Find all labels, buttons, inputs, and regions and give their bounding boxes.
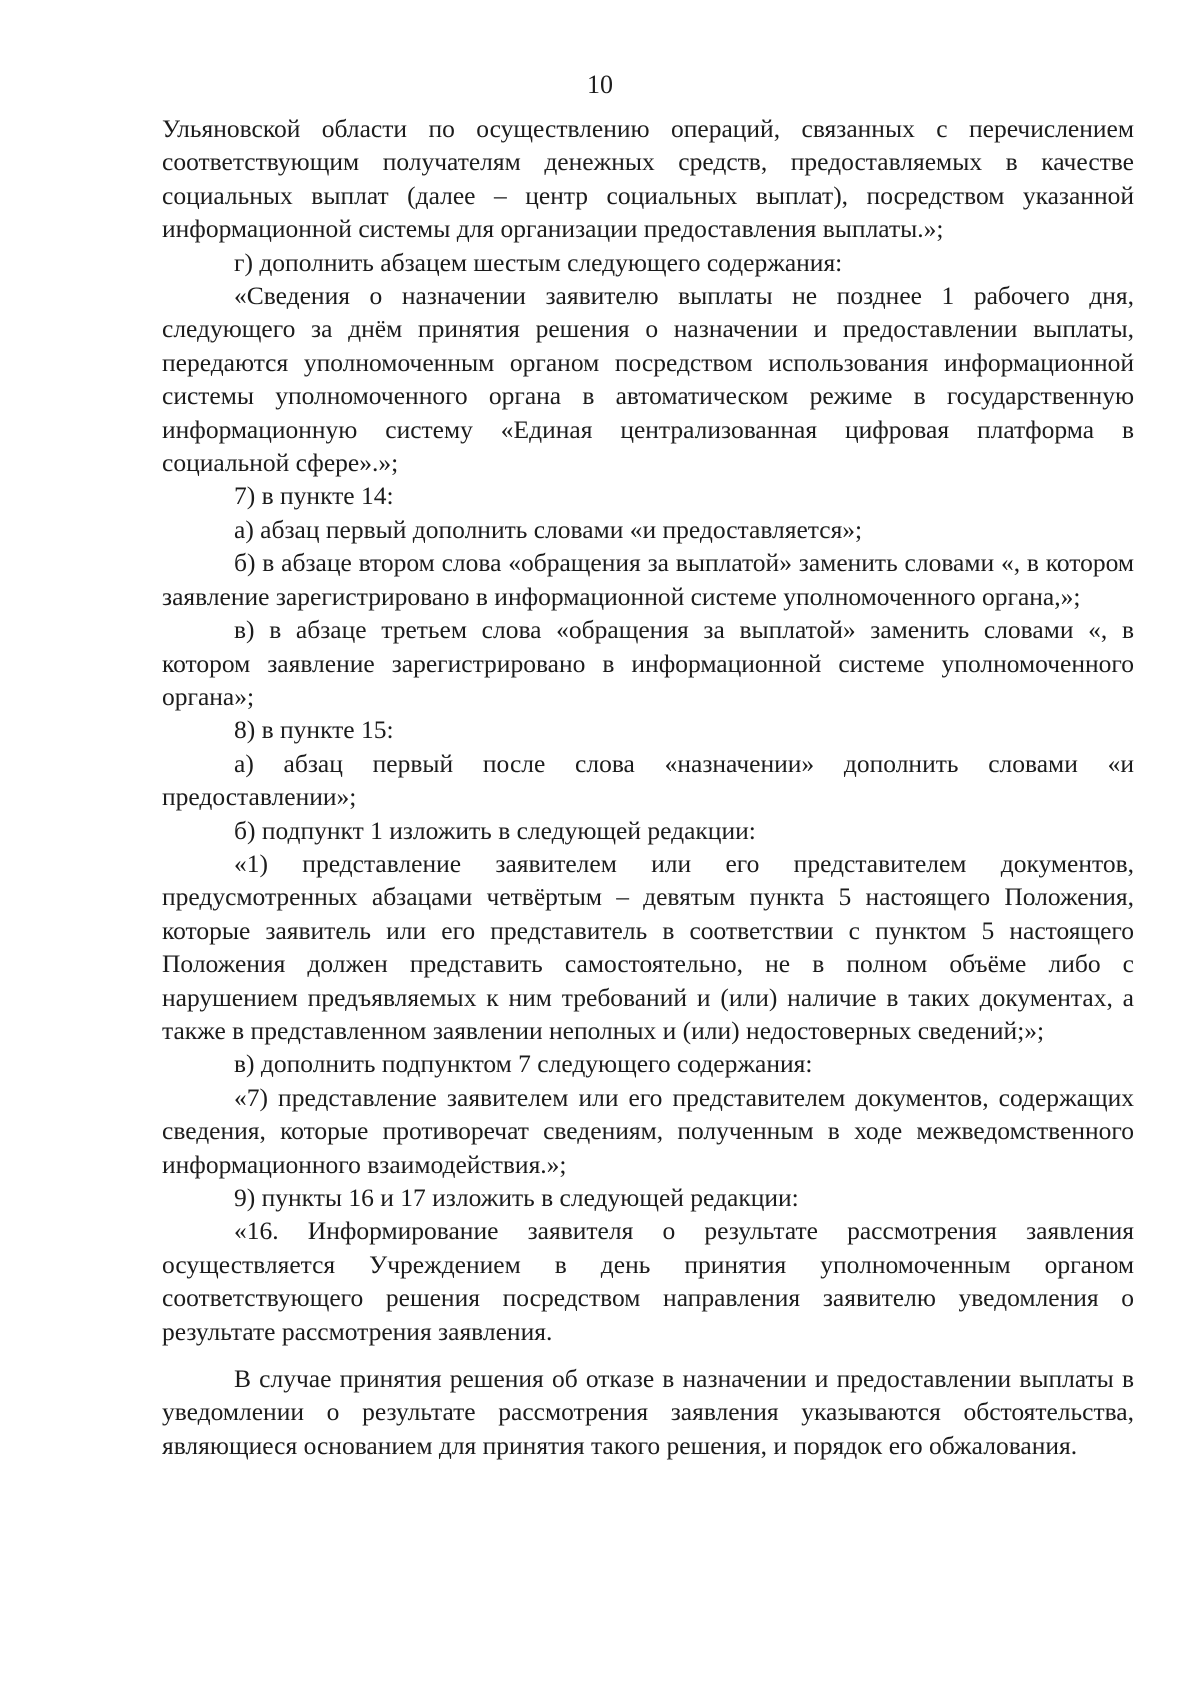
paragraph: «1) представление заявителем или его представителем документов, предусмотренных абзацами четвёртым – девятым пункта 5 настоящего Положения, которые заявитель или его представитель в соответствии с пунктом 5 настоящего Положения должен представить самостоятельно, не в полном объёме либо с нарушением предъявляемых к ним требований и (или) наличие в таких документах, а также в представленном заявлении неполных и (или) недостоверных сведений;»; bbox=[162, 848, 1134, 1045]
paragraph: «7) представление заявителем или его представителем документов, содержащих сведения, которые противоречат сведениям, полученным в ходе межведомственного информационного взаимодействия.»; bbox=[162, 1082, 1134, 1179]
paragraph: «16. Информирование заявителя о результате рассмотрения заявления осуществляется Учреждением в день принятия уполномоченным органом соответствующего решения посредством направления заявителю уведомления о результате рассмотрения заявления. bbox=[162, 1216, 1134, 1346]
paragraph: «Сведения о назначении заявителю выплаты не позднее 1 рабочего дня, следующего за днём принятия решения о назначении и предоставлении выплаты, передаются уполномоченным органом посредством использования информационной системы уполномоченного органа в автоматическом режиме в государственную информационную систему «Единая централизованная цифровая платформа в социальной сфере».»; bbox=[162, 281, 1134, 478]
paragraph: а) абзац первый после слова «назначении» дополнить словами «и предоставлении»; bbox=[162, 748, 1134, 812]
paragraph: б) в абзаце втором слова «обращения за выплатой» заменить словами «, в котором заявление зарегистрировано в информационной системе уполномоченного органа,»; bbox=[162, 548, 1134, 611]
paragraph: Ульяновской области по осуществлению операций, связанных с перечислением соответствующим получателям денежных средств, предоставляемых в качестве социальных выплат (далее – центр социальных выплат), посредством указанной информационной системы для организации предоставления выплаты.»; bbox=[162, 114, 1134, 244]
paragraph: г) дополнить абзацем шестым следующего содержания: bbox=[234, 247, 843, 277]
page-number: 10 bbox=[587, 70, 613, 99]
paragraph: 8) в пункте 15: bbox=[234, 715, 394, 745]
paragraph: в) дополнить подпунктом 7 следующего содержания: bbox=[234, 1049, 813, 1079]
paragraph: в) в абзаце третьем слова «обращения за выплатой» заменить словами «, в котором заявление зарегистрировано в информационной системе уполномоченного органа»; bbox=[162, 615, 1134, 711]
document-body bbox=[162, 112, 1134, 1462]
paragraph: 9) пункты 16 и 17 изложить в следующей редакции: bbox=[234, 1183, 799, 1212]
paragraph: В случае принятия решения об отказе в назначении и предоставлении выплаты в уведомлении о результате рассмотрения заявления указываются обстоятельства, являющиеся основанием для принятия такого решения, и порядок его обжалования. bbox=[162, 1364, 1134, 1460]
paragraph: 7) в пункте 14: bbox=[234, 481, 394, 511]
paragraph: б) подпункт 1 изложить в следующей редакции: bbox=[234, 815, 756, 845]
paragraph: а) абзац первый дополнить словами «и предоставляется»; bbox=[234, 514, 863, 544]
